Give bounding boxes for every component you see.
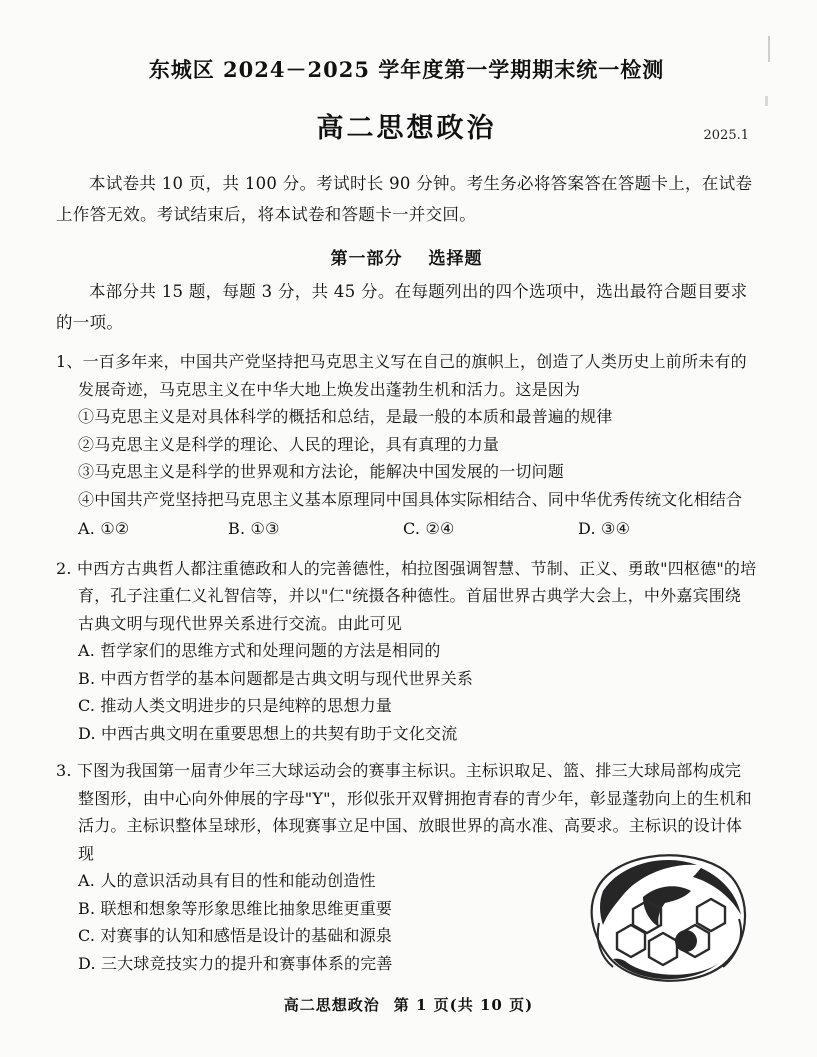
footer-subject: 高二思想政治 — [283, 996, 380, 1014]
exam-instructions: 本试卷共 10 页，共 100 分。考试时长 90 分钟。考生务必将答案答在答题卡上，在试卷上作答无效。考试结束后，将本试卷和答题卡一并交回。 — [56, 174, 753, 224]
question-1-option-b[interactable]: B. ①③ — [228, 519, 280, 539]
question-1-number: 1、 — [56, 352, 83, 372]
exam-date: 2025.1 — [703, 128, 749, 143]
question-1-subitem: ①马克思主义是对具体科学的概括和总结，是最一般的本质和最普遍的规律 — [78, 407, 613, 427]
question-1-options — [56, 515, 757, 543]
part-one-label: 第一部分 — [330, 249, 403, 270]
question-3-stem: 下图为我国第一届青少年三大球运动会的赛事主标识。主标识取足、篮、排三大球局部构成完整图形，由中心向外伸展的字母"Y"，形似张开双臂拥抱青春的青少年，彰显蓬勃向上的生机和活力。主标识整体呈球形，体现赛事立足中国、放眼世界的高水准、高要求。主标识的设计体现 — [76, 761, 752, 863]
question-1-subitem: ④中国共产党坚持把马克思主义基本原理同中国具体实际相结合、同中华优秀传统文化相结合 — [78, 489, 743, 509]
part-one-type: 选择题 — [428, 249, 483, 270]
scan-artifact-icon — [765, 96, 768, 106]
question-2-option-d[interactable]: D. 中西古典文明在重要思想上的共契有助于文化交流 — [78, 723, 458, 743]
question-1 — [56, 348, 757, 543]
question-2-stem: 中西方古典哲人都注重德政和人的完善德性，柏拉图强调智慧、节制、正义、勇敢"四枢德"的培育，孔子注重仁义礼智信等，并以"仁"统摄各种德性。首届世界古典学大会上，中外嘉宾围绕古典文明与现代世界关系进行交流。由此可见 — [76, 558, 757, 633]
footer-page-number: 第 1 页(共 10 页) — [393, 996, 534, 1014]
question-3-option-b[interactable]: B. 联想和想象等形象思维比抽象思维更重要 — [78, 898, 393, 918]
question-2-option-c[interactable]: C. 推动人类文明进步的只是纯粹的思想力量 — [78, 696, 393, 716]
page-footer — [0, 994, 817, 1015]
question-2-option-b[interactable]: B. 中西方哲学的基本问题都是古典文明与现代世界关系 — [78, 668, 474, 688]
question-2 — [56, 555, 757, 748]
part-one-note: 本部分共 15 题，每题 3 分，共 45 分。在每题列出的四个选项中，选出最符合题目要求的一项。 — [56, 282, 748, 332]
part-one-heading — [56, 244, 757, 269]
question-1-option-a[interactable]: A. ①② — [78, 519, 130, 539]
question-1-stem-line — [56, 348, 757, 403]
question-1-subitem: ③马克思主义是科学的世界观和方法论，能解决中国发展的一切问题 — [78, 462, 565, 482]
question-1-stem: 一百多年来，中国共产党坚持把马克思主义写在自己的旗帜上，创造了人类历史上前所未有的发展奇迹，马克思主义在中华大地上焕发出蓬勃生机和活力。这是因为 — [78, 352, 747, 399]
question-3-number: 3. — [56, 761, 72, 781]
question-2-number: 2. — [56, 558, 72, 578]
question-1-subitem: ②马克思主义是科学的理论、人民的理论，具有真理的力量 — [78, 434, 500, 454]
subject-row — [56, 106, 757, 145]
question-1-option-c[interactable]: C. ②④ — [403, 519, 455, 539]
question-3-option-c[interactable]: C. 对赛事的认知和感悟是设计的基础和源泉 — [78, 926, 393, 946]
question-1-option-d[interactable]: D. ③④ — [578, 519, 631, 539]
sports-emblem-icon — [573, 837, 763, 987]
question-2-stem-line — [56, 555, 757, 638]
question-2-option-a[interactable]: A. 哲学家们的思维方式和处理问题的方法是相同的 — [78, 641, 441, 661]
question-3-option-d[interactable]: D. 三大球竞技实力的提升和赛事体系的完善 — [78, 953, 393, 973]
question-3-option-a[interactable]: A. 人的意识活动具有目的性和能动创造性 — [78, 871, 376, 891]
page-title: 东城区 2024－2025 学年度第一学期期末统一检测 — [148, 57, 665, 82]
scan-artifact-icon — [768, 36, 770, 62]
subject-title: 高二思想政治 — [316, 113, 497, 144]
